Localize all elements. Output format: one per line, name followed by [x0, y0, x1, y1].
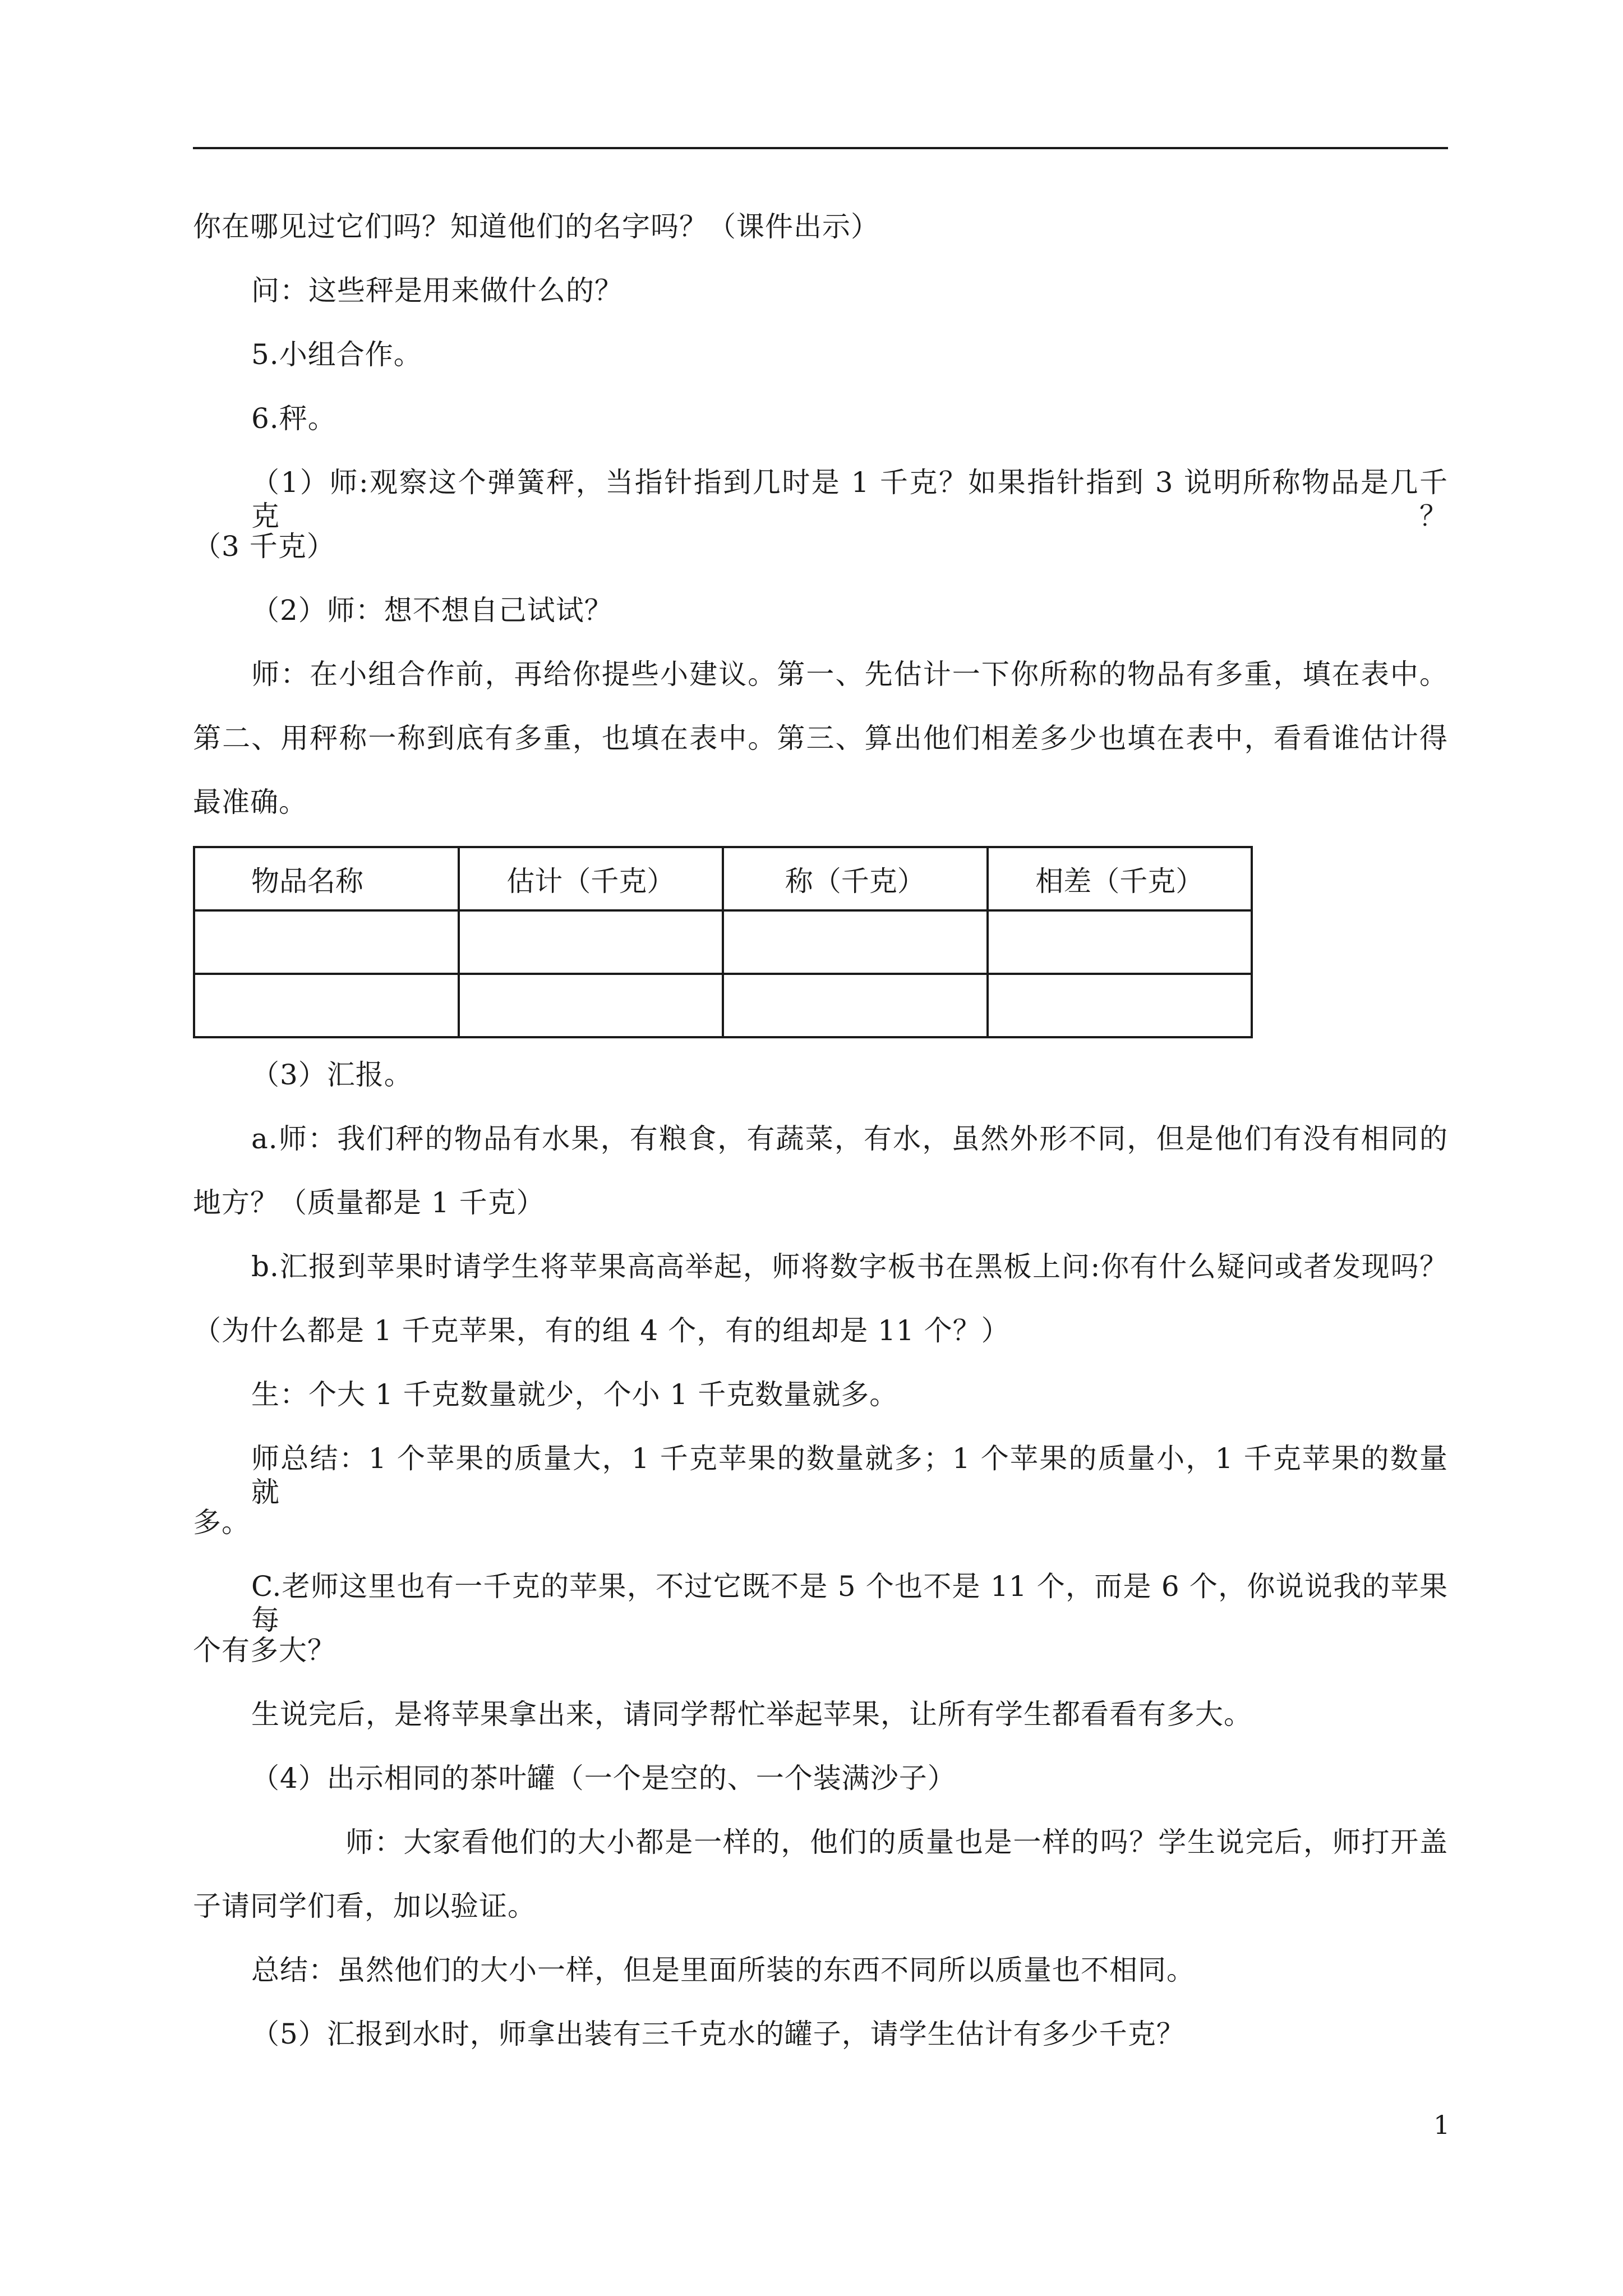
- table-cell: [723, 910, 988, 974]
- paragraph-line: a.师：我们秤的物品有水果，有粮食，有蔬菜，有水，虽然外形不同，但是他们有没有相同的: [251, 1122, 1448, 1155]
- table-cell: [988, 910, 1252, 974]
- paragraph-line: 第二、用秤称一称到底有多重，也填在表中。第三、算出他们相差多少也填在表中，看看谁估计得: [193, 722, 1448, 754]
- paragraph-line: 问：这些秤是用来做什么的？: [251, 274, 623, 307]
- table-cell: [723, 974, 988, 1037]
- paragraph-line: 生说完后，是将苹果拿出来，请同学帮忙举起苹果，让所有学生都看看有多大。: [251, 1698, 1252, 1731]
- paragraph-line: 5.小组合作。: [251, 338, 422, 371]
- header-rule: [193, 147, 1448, 149]
- paragraph-line: 地方？（质量都是 1 千克）: [193, 1186, 545, 1219]
- paragraph-line: 最准确。: [193, 786, 307, 818]
- paragraph-line: 生：个大 1 千克数量就少，个小 1 千克数量就多。: [251, 1378, 898, 1411]
- table-row: [194, 974, 1252, 1037]
- paragraph-line: （3）汇报。: [251, 1059, 413, 1091]
- table-cell: [459, 910, 723, 974]
- paragraph-line: （为什么都是 1 千克苹果，有的组 4 个，有的组却是 11 个？）: [193, 1314, 1010, 1347]
- table-header-cell: 估计（千克）: [459, 847, 723, 910]
- paragraph-line: 多。: [193, 1506, 250, 1539]
- paragraph-line: 6.秤。: [251, 402, 336, 435]
- table-header-cell: 称（千克）: [723, 847, 988, 910]
- table-header-cell: 物品名称: [194, 847, 459, 910]
- table-row: [194, 910, 1252, 974]
- table-cell: [988, 974, 1252, 1037]
- paragraph-line: 师：在小组合作前，再给你提些小建议。第一、先估计一下你所称的物品有多重，填在表中。: [251, 658, 1448, 691]
- record-table: [193, 846, 1253, 1038]
- paragraph-line: C.老师这里也有一千克的苹果，不过它既不是 5 个也不是 11 个，而是 6 个，你说说我的苹果每: [251, 1570, 1448, 1636]
- table-cell: [194, 910, 459, 974]
- paragraph-line: 师：大家看他们的大小都是一样的，他们的质量也是一样的吗？学生说完后，师打开盖: [345, 1826, 1448, 1858]
- paragraph-line: 总结：虽然他们的大小一样，但是里面所装的东西不同所以质量也不相同。: [251, 1954, 1195, 1986]
- table-header-row: [194, 847, 1252, 910]
- paragraph-line: （1）师:观察这个弹簧秤，当指针指到几时是 1 千克？如果指针指到 3 说明所称物品是几千克？: [251, 466, 1448, 532]
- paragraph-line: （3 千克）: [193, 530, 335, 563]
- table-cell: [194, 974, 459, 1037]
- paragraph-line: 个有多大？: [193, 1634, 336, 1667]
- paragraph-line: b.汇报到苹果时请学生将苹果高高举起，师将数字板书在黑板上问:你有什么疑问或者发现吗？: [251, 1250, 1448, 1283]
- paragraph-line: （2）师：想不想自己试试？: [251, 594, 613, 627]
- table-cell: [459, 974, 723, 1037]
- table-header-cell: 相差（千克）: [988, 847, 1252, 910]
- paragraph-line: 你在哪见过它们吗？知道他们的名字吗？（课件出示）: [193, 210, 879, 243]
- page-number: 1: [1433, 2110, 1450, 2140]
- paragraph-line: （5）汇报到水时，师拿出装有三千克水的罐子，请学生估计有多少千克？: [251, 2018, 1185, 2050]
- paragraph-line: 子请同学们看，加以验证。: [193, 1890, 536, 1922]
- paragraph-line: （4）出示相同的茶叶罐（一个是空的、一个装满沙子）: [251, 1762, 956, 1795]
- paragraph-line: 师总结：1 个苹果的质量大，1 千克苹果的数量就多；1 个苹果的质量小，1 千克苹果的数量就: [251, 1442, 1448, 1508]
